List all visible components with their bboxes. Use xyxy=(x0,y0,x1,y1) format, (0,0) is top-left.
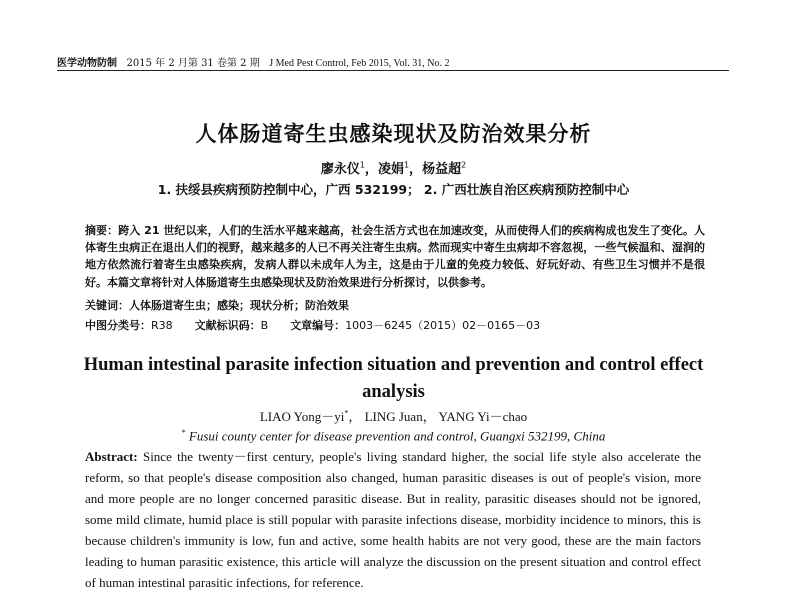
abstract-en-text: Since the twenty－first century, people's living standard higher, the social life style also accelerate the reform, so that people's disease composition also changed, human parasitic diseases is out of people's vision, more and more people are no longer concerned parasitic disease. But in reality, parasitic diseases should not be ignored, some mild climate, humid place is still popular with parasite infections disease, morbidity incidence to minors, this is because children's immunity is low, fun and active, some health habits are not very good, these are the main factors leading to human parasitic existence, this article will analyze the discussion on the present situation and control effect of human intestinal parasitic infections, for reference. xyxy=(85,449,701,590)
author-name: 凌娟 xyxy=(377,162,404,177)
clc-label: 中图分类号： xyxy=(85,319,151,332)
keywords-cn-text: 人体肠道寄生虫；感染；现状分析；防治效果 xyxy=(129,299,349,312)
other-authors-en: ， LING Juan， YANG Yi－chao xyxy=(348,409,528,424)
article-number-label: 文章编号： xyxy=(290,319,346,332)
first-author-en: LIAO Yong－yi xyxy=(259,409,345,424)
abstract-en xyxy=(85,446,701,593)
affiliation-mark: * xyxy=(181,428,186,437)
doc-code-label: 文献标识码： xyxy=(194,319,261,332)
author-list-en xyxy=(0,406,787,425)
keywords-cn xyxy=(85,297,705,313)
article-title-en: Human intestinal parasite infection situation and prevention and control effect analysis xyxy=(83,355,704,402)
doc-code-value: B xyxy=(260,319,269,332)
author-name: 廖永仪 xyxy=(320,162,360,177)
author-name: 杨益超 xyxy=(422,162,462,177)
abstract-cn xyxy=(85,222,705,291)
issue-info-cn: 2015 年 2 月第 31 卷第 2 期 xyxy=(126,58,260,69)
affiliation-en-text: Fusui county center for disease prevention and control, Guangxi 532199, China xyxy=(188,428,606,444)
author-separator: ， xyxy=(364,162,378,177)
affiliation-en xyxy=(0,428,787,444)
affiliation-mark: 1 xyxy=(359,160,365,170)
article-number-value: 1003－6245（2015）02－0165－03 xyxy=(345,319,541,332)
affiliation-mark: * xyxy=(344,408,349,418)
author-separator: ， xyxy=(409,162,423,177)
affiliation-mark: 1 xyxy=(403,160,410,170)
abstract-en-label: Abstract: xyxy=(85,449,138,464)
clc-value: R38 xyxy=(151,319,173,332)
running-header xyxy=(57,54,449,69)
author-list-cn xyxy=(0,158,787,177)
keywords-cn-label: 关键词： xyxy=(85,299,129,312)
journal-name-cn: 医学动物防制 xyxy=(57,58,117,69)
affiliations-cn: 1. 扶绥县疾病预防控制中心，广西 532199； 2. 广西壮族自治区疾病预防控制中心 xyxy=(157,182,630,197)
article-title-cn: 人体肠道寄生虫感染现状及防治效果分析 xyxy=(195,122,592,146)
header-rule xyxy=(57,70,729,71)
abstract-cn-text: 跨入 21 世纪以来，人们的生活水平越来越高，社会生活方式也在加速改变，从而使得人们的疾病构成也发生了变化。人体寄生虫病正在退出人们的视野，越来越多的人已不再关注寄生虫病。然而现实中寄生虫病却不容忽视，一些气候温和、湿润的地方依然流行着寄生虫感染疾病，发病人群以未成年人为主，这是由于儿童的免疫力较低、好玩好动、有些卫生习惯并不是很好。本篇文章将针对人体肠道寄生虫感染现状及防治效果进行分析探讨，以供参考。 xyxy=(85,224,706,289)
affiliation-mark: 2 xyxy=(461,160,467,170)
classification-row xyxy=(85,317,705,333)
abstract-cn-label: 摘要： xyxy=(85,224,119,237)
journal-info-en: J Med Pest Control, Feb 2015, Vol. 31, No. 2 xyxy=(269,58,450,69)
